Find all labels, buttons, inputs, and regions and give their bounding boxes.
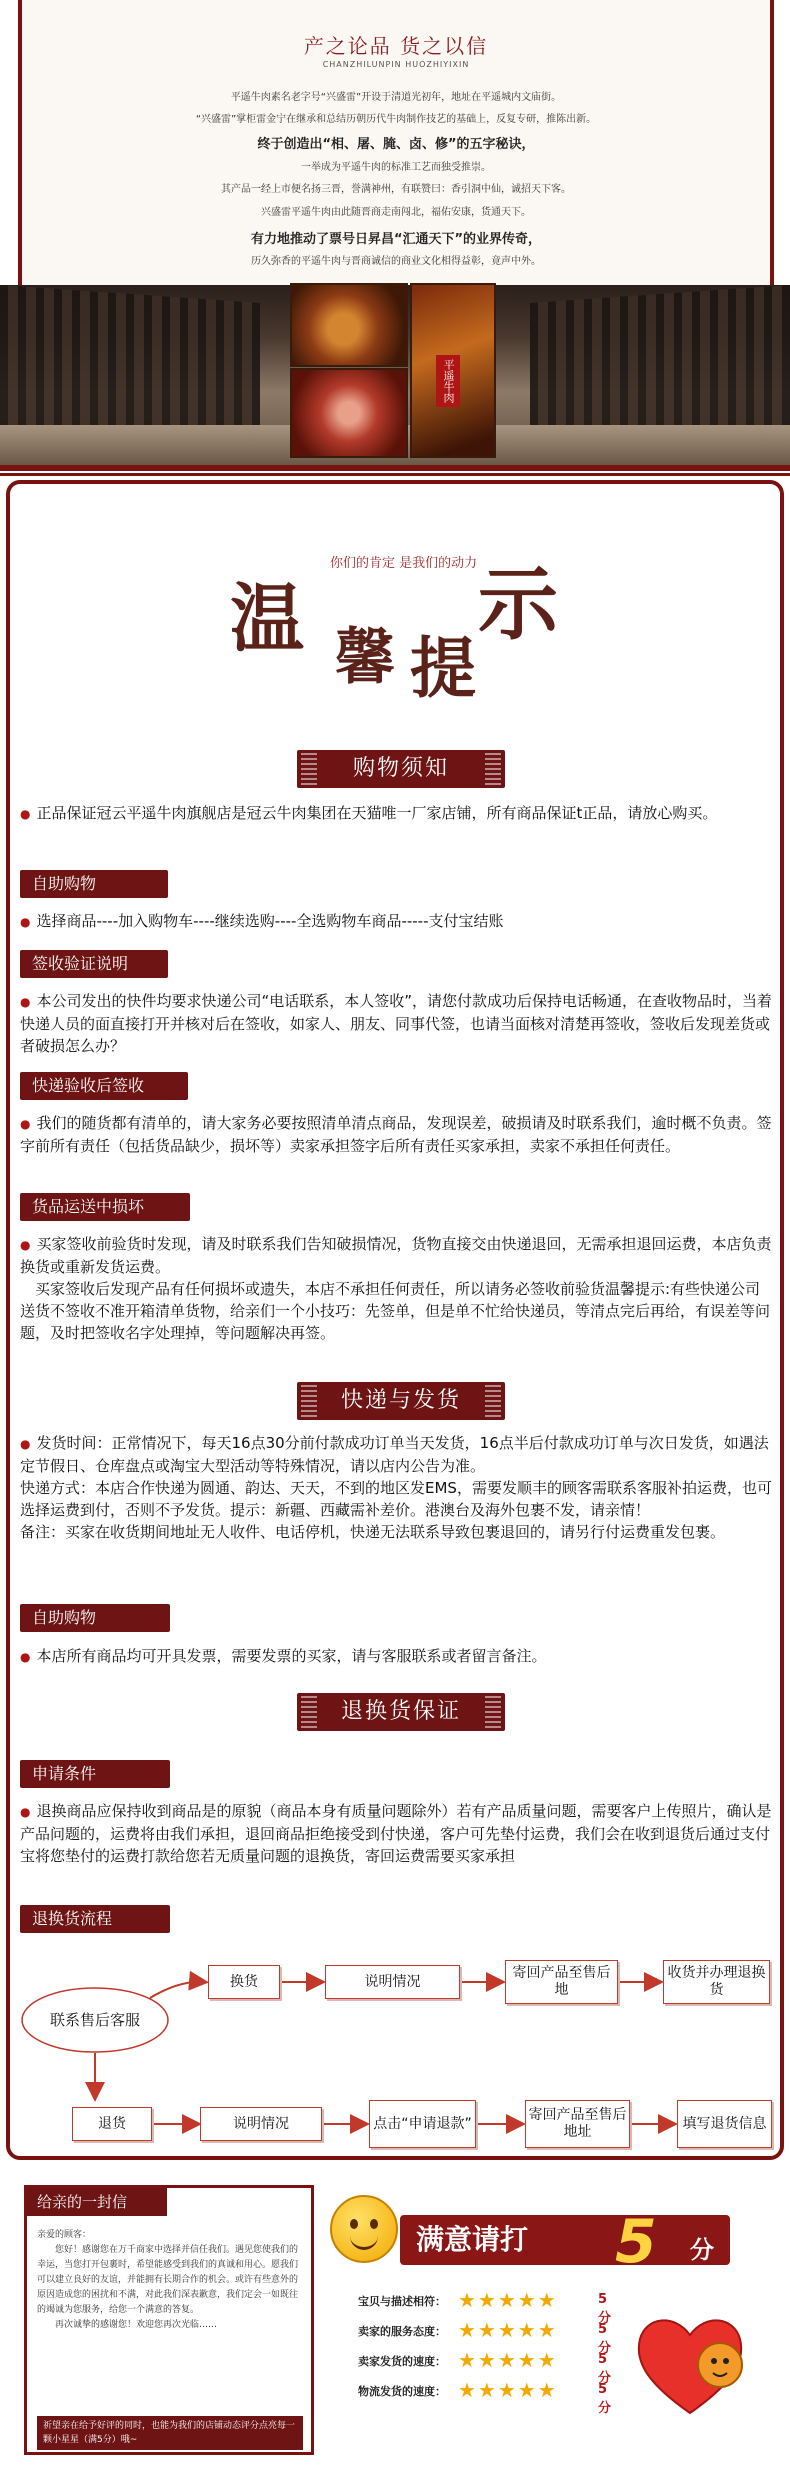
shipping-banner: 快递与发货 [297,1382,505,1420]
rating-score: 5分 [598,2322,612,2356]
rating-score: 5分 [598,2292,612,2326]
hero-char: 示 [478,557,558,651]
star-icon[interactable]: ★★★★★ [458,2318,558,2342]
smiley-icon [330,2195,398,2263]
returns-conditions-body: 退换商品应保持收到商品是的原貌（商品本身有质量问题除外）若有产品质量问题，需要客户上传照片，确认是产品问题的，运费将由我们承担，退回商品拒绝接受到付快递，客户可先垫付运费，我们会在收到退货后通过支付宝将您垫付的运费打款给您若无质量问题的退换货，寄回运费需要买家承担 [20,1802,772,1865]
bullet-icon: ● [20,994,31,1009]
hero-char: 温 [230,576,304,662]
invoice-tag: 自助购物 [20,1604,170,1632]
hero-char: 馨 [335,623,395,693]
returns-flow-tag: 退换货流程 [20,1905,170,1933]
shopping-notice-body: 正品保证冠云平遥牛肉旗舰店是冠云牛肉集团在天猫唯一厂家店铺，所有商品保证t正品，请放心购买。 [36,804,718,822]
brand-story-line: 其产品一经上市便名扬三晋，誉满神州，有联赞曰：香引洞中仙，诚招天下客。 [221,184,571,195]
brand-story-line: 历久弥香的平遥牛肉与晋商诚信的商业文化相得益彰，竟声中外。 [251,256,541,267]
self-service-tag: 自助购物 [20,870,168,898]
flow-step-fill-return-info: 填写退货信息 [677,2100,772,2148]
shopping-notice-banner: 购物须知 [297,750,505,788]
brand-story-line: 终于创造出“相、屠、腌、卤、修”的五字秘诀， [257,137,535,152]
brand-story-line: “兴盛雷”掌柜雷金宁在继承和总结历朝历代牛肉制作技艺的基础上，反复专研，推陈出新。 [195,114,597,125]
flow-step-explain-return: 说明情况 [200,2107,322,2141]
sign-verify-tag: 签收验证说明 [20,950,168,978]
bullet-icon: ● [20,1116,31,1131]
damage-tag: 货品运送中损坏 [20,1193,190,1221]
flow-step-exchange: 换货 [208,1965,280,1999]
satisfaction-number: 5 [615,2207,657,2277]
smiley-mouth [350,2235,378,2250]
letter-body [37,2228,301,2333]
returns-banner: 退换货保证 [297,1693,505,1731]
rating-score: 5分 [598,2382,612,2416]
letter-greeting: 亲爱的顾客： [37,2230,92,2240]
letter-content: 您好！感谢您在万千商家中选择并信任我们。遇见您使我们的幸运，当您打开包裹时，希望能感受到我们的真诚和用心。愿我们可以建立良好的友谊，并能拥有长期合作的机会。或许有些意外的原因造成您的困扰和不满，对此我们深表歉意，我们定会一如既往的竭诚为您服务，给您一个满意的答复。 [37,2245,299,2315]
rating-label: 卖家发货的速度： [358,2355,446,2368]
bullet-icon: ● [20,1237,31,1252]
brand-story-line: 平遥牛肉素名老字号“兴盛雷”开设于清道光初年，地址在平遥城内文庙街。 [230,92,562,103]
flow-step-process-exchange: 收货并办理退换货 [663,1960,770,2004]
flow-start-contact-service: 联系售后客服 [49,2010,140,2029]
flow-step-return: 退货 [72,2107,152,2141]
letter-footer: 祈望亲在给予好评的同时，也能为我们的店铺动态评分点亮每一颗小星星（满5分）哦~ [37,2416,303,2450]
rating-label: 卖家的服务态度： [358,2325,446,2338]
shipping-carriers: 快递方式：本店合作快递为圆通、韵达、天天，不到的地区发EMS，需要发顺丰的顾客需联系客服补拍运费，也可选择运费到付，否则不予发货。提示：新疆、西藏需补差价。港澳台及海外包裹不发，请亲情！ [20,1478,772,1519]
letter-title: 给亲的一封信 [27,2188,167,2216]
star-icon[interactable]: ★★★★★ [458,2288,558,2312]
satisfaction-prefix: 满意请打 [416,2223,529,2256]
damage-body-tip: 买家签收后发现产品有任何损坏或遗失，本店不承担任何责任，所以请务必签收前验货温馨提示:有些快递公司送货不签收不准开箱清单货物，给亲们一个小技巧：先签单，但是单不忙给快递员，等清点完后再给，有误差等问题，及时把签收名字处理掉，等问题解决再签。 [20,1279,771,1342]
star-icon[interactable]: ★★★★★ [458,2348,558,2372]
flow-step-explain: 说明情况 [325,1965,460,1999]
sign-verify-body: 本公司发出的快件均要求快递公司“电话联系，本人签收”，请您付款成功后保持电话畅通，在查收物品时，当着快递人员的面直接打开并核对后在签收，如家人、朋友、同事代签，也请当面核对清楚再签收，签收后发现差货或者破损怎么办？ [20,992,773,1055]
damage-body: 买家签收前验货时发现，请及时联系我们告知破损情况，货物直接交由快递退回，无需承担退回运费，本店负责换货或重新发货运费。 [20,1235,772,1276]
brand-story-line: 有力地推动了票号日昇昌“汇通天下”的业界传奇， [250,232,542,247]
bullet-icon: ● [20,914,31,929]
brand-story-subtitle: CHANZHILUNPIN HUOZHIYIXIN [322,60,470,69]
hero-slogan: 你们的肯定 是我们的动力 [330,556,478,571]
brand-story-line: 兴盛雷平遥牛肉由此随晋商走南闯北，福佑安康，货通天下。 [261,207,531,218]
inspect-tag: 快递验收后签收 [20,1072,188,1100]
rating-label: 宝贝与描述相符： [358,2295,446,2308]
rating-score: 5分 [598,2352,612,2386]
flow-step-apply-refund: 点击“申请退款” [369,2100,476,2148]
flow-step-send-back-address: 寄回产品至售后地址 [525,2100,630,2148]
flow-arrow [150,1982,205,1998]
shipping-time: 发货时间：正常情况下，每天16点30分前付款成功订单当天发货，16点半后付款成功订单与次日发货，如遇法定节假日、仓库盘点或淘宝大型活动等特殊情况，请以店内公告为准。 [20,1434,769,1475]
inspect-body: 我们的随货都有清单的，请大家务必要按照清单清点商品，发现误差，破损请及时联系我们，逾时概不负责。签字前所有责任（包括货品缺少，损坏等）卖家承担签字后所有责任买家承担，卖家不承担任何责任。 [20,1114,772,1155]
star-icon[interactable]: ★★★★★ [458,2378,558,2402]
brand-seal: 平遥牛肉 [436,355,460,407]
bullet-icon: ● [20,1436,31,1451]
rating-label: 物流发货的速度： [358,2385,446,2398]
flow-step-send-back: 寄回产品至售后地 [505,1960,618,2004]
bullet-icon: ● [20,1649,31,1664]
bullet-icon: ● [20,1804,31,1819]
returns-conditions-tag: 申请条件 [20,1760,170,1788]
heart-mascot-icon [630,2305,750,2425]
self-service-body: 选择商品----加入购物车----继续选购----全选购物车商品-----支付宝结账 [36,912,504,930]
bullet-icon: ● [20,806,31,821]
satisfaction-suffix: 分哦！ [690,2236,738,2314]
letter-card [24,2185,314,2455]
satisfaction-card [330,2185,770,2455]
brand-story-line: 一举成为平遥牛肉的标准工艺而独受推崇。 [301,162,491,173]
hero-char: 提 [410,629,476,707]
shipping-remark: 备注：买家在收货期间地址无人收件、电话停机，快递无法联系导致包裹退回的，请另行付运费重发包裹。 [20,1522,726,1541]
letter-closing: 再次诚挚的感谢您！欢迎您再次光临…… [55,2320,218,2330]
brand-story-title: 产之论品 货之以信 [303,34,489,58]
invoice-body: 本店所有商品均可开具发票，需要发票的买家，请与客服联系或者留言备注。 [36,1647,547,1665]
